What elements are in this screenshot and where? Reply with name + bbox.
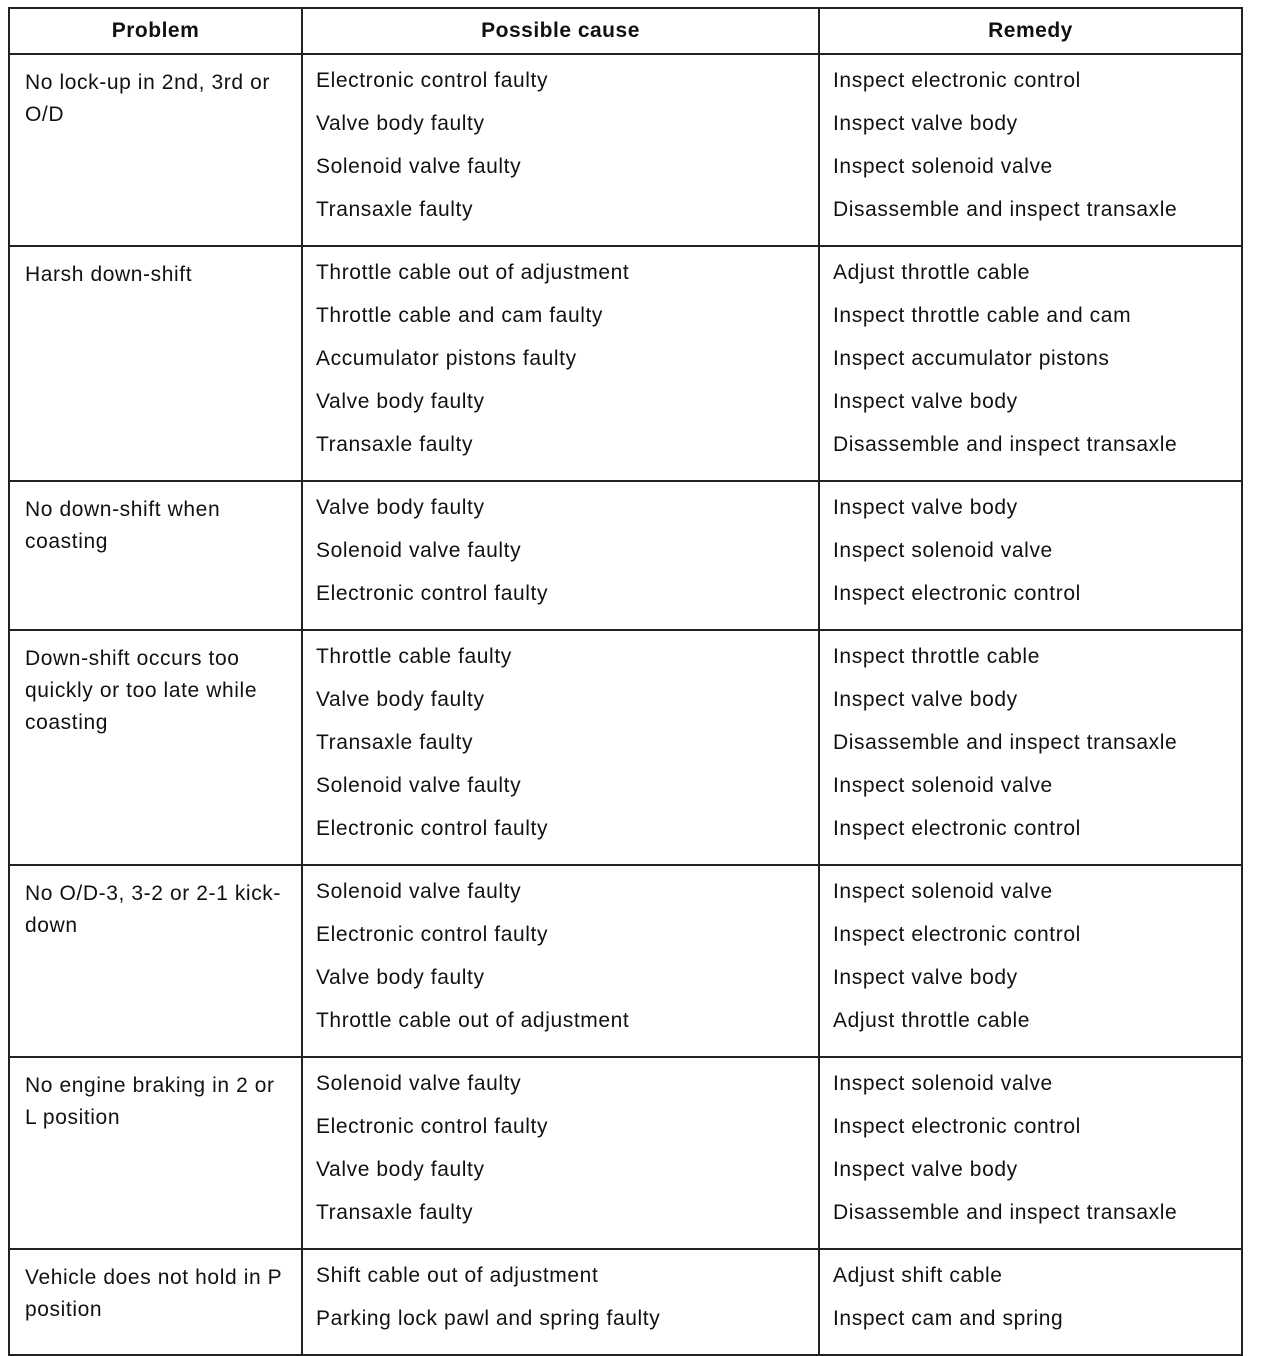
remedy-text: Inspect valve body xyxy=(833,390,1018,413)
remedy-text: Inspect electronic control xyxy=(833,817,1081,840)
cause-text: Solenoid valve faulty xyxy=(316,155,522,178)
table-body xyxy=(9,54,1242,1355)
cause-text: Solenoid valve faulty xyxy=(316,880,522,903)
remedy-text: Inspect valve body xyxy=(833,688,1018,711)
remedy-text: Inspect valve body xyxy=(833,1158,1018,1181)
cause-text: Electronic control faulty xyxy=(316,69,549,92)
problem-cell xyxy=(9,630,302,865)
problem-cell xyxy=(9,246,302,481)
remedy-text: Inspect electronic control xyxy=(833,69,1081,92)
cause-text: Throttle cable out of adjustment xyxy=(316,261,630,284)
remedy-text: Adjust shift cable xyxy=(833,1264,1003,1287)
cause-text: Valve body faulty xyxy=(316,496,485,519)
cause-text: Transaxle faulty xyxy=(316,198,474,221)
remedy-cell xyxy=(819,1249,1242,1355)
problem-cell xyxy=(9,54,302,246)
cause-text: Solenoid valve faulty xyxy=(316,774,522,797)
cause-cell xyxy=(302,481,819,630)
problem-text: Harsh down-shift xyxy=(25,263,193,286)
remedy-text: Disassemble and inspect transaxle xyxy=(833,198,1178,221)
problem-text: Down-shift occurs too quickly or too late while coasting xyxy=(25,647,258,734)
table-row xyxy=(9,54,1242,246)
cause-text: Valve body faulty xyxy=(316,112,485,135)
table-row xyxy=(9,1057,1242,1249)
troubleshooting-table xyxy=(8,7,1243,1356)
problem-cell xyxy=(9,1249,302,1355)
remedy-cell xyxy=(819,865,1242,1057)
remedy-text: Inspect electronic control xyxy=(833,1115,1081,1138)
problem-text: No engine braking in 2 or L position xyxy=(25,1074,275,1129)
table-row xyxy=(9,481,1242,630)
cause-text: Valve body faulty xyxy=(316,1158,485,1181)
header-problem: Problem xyxy=(9,8,302,54)
remedy-text: Inspect electronic control xyxy=(833,923,1081,946)
cause-cell xyxy=(302,1249,819,1355)
remedy-text: Inspect accumulator pistons xyxy=(833,347,1110,370)
cause-text: Throttle cable and cam faulty xyxy=(316,304,604,327)
remedy-cell xyxy=(819,630,1242,865)
cause-text: Transaxle faulty xyxy=(316,731,474,754)
remedy-text: Inspect electronic control xyxy=(833,582,1081,605)
cause-text: Valve body faulty xyxy=(316,966,485,989)
cause-text: Electronic control faulty xyxy=(316,1115,549,1138)
cause-text: Electronic control faulty xyxy=(316,923,549,946)
remedy-text: Adjust throttle cable xyxy=(833,261,1031,284)
remedy-cell xyxy=(819,54,1242,246)
remedy-text: Inspect valve body xyxy=(833,112,1018,135)
cause-text: Accumulator pistons faulty xyxy=(316,347,577,370)
problem-text: No down-shift when coasting xyxy=(25,498,221,553)
table-header-row xyxy=(9,8,1242,54)
table-row xyxy=(9,865,1242,1057)
cause-text: Solenoid valve faulty xyxy=(316,539,522,562)
table-row xyxy=(9,630,1242,865)
remedy-text: Inspect solenoid valve xyxy=(833,1072,1053,1095)
cause-text: Valve body faulty xyxy=(316,390,485,413)
remedy-text: Inspect valve body xyxy=(833,966,1018,989)
remedy-cell xyxy=(819,481,1242,630)
remedy-text: Inspect solenoid valve xyxy=(833,539,1053,562)
remedy-cell xyxy=(819,1057,1242,1249)
remedy-text: Inspect throttle cable xyxy=(833,645,1040,668)
remedy-text: Inspect solenoid valve xyxy=(833,880,1053,903)
cause-cell xyxy=(302,630,819,865)
problem-cell xyxy=(9,481,302,630)
remedy-text: Inspect solenoid valve xyxy=(833,774,1053,797)
cause-text: Electronic control faulty xyxy=(316,817,549,840)
cause-cell xyxy=(302,1057,819,1249)
cause-text: Throttle cable out of adjustment xyxy=(316,1009,630,1032)
cause-text: Throttle cable faulty xyxy=(316,645,512,668)
remedy-text: Inspect solenoid valve xyxy=(833,155,1053,178)
remedy-text: Inspect throttle cable and cam xyxy=(833,304,1132,327)
header-remedy: Remedy xyxy=(819,8,1242,54)
remedy-text: Inspect cam and spring xyxy=(833,1307,1064,1330)
problem-cell xyxy=(9,1057,302,1249)
remedy-text: Adjust throttle cable xyxy=(833,1009,1031,1032)
cause-cell xyxy=(302,246,819,481)
problem-text: Vehicle does not hold in P position xyxy=(25,1266,282,1321)
table-row xyxy=(9,246,1242,481)
table-row xyxy=(9,1249,1242,1355)
remedy-text: Disassemble and inspect transaxle xyxy=(833,433,1178,456)
header-possible-cause: Possible cause xyxy=(302,8,819,54)
cause-text: Electronic control faulty xyxy=(316,582,549,605)
remedy-text: Disassemble and inspect transaxle xyxy=(833,731,1178,754)
cause-text: Transaxle faulty xyxy=(316,433,474,456)
cause-cell xyxy=(302,54,819,246)
problem-text: No O/D-3, 3-2 or 2-1 kick-down xyxy=(25,882,281,937)
problem-cell xyxy=(9,865,302,1057)
remedy-text: Disassemble and inspect transaxle xyxy=(833,1201,1178,1224)
remedy-cell xyxy=(819,246,1242,481)
remedy-text: Inspect valve body xyxy=(833,496,1018,519)
cause-text: Solenoid valve faulty xyxy=(316,1072,522,1095)
problem-text: No lock-up in 2nd, 3rd or O/D xyxy=(25,71,270,126)
cause-text: Transaxle faulty xyxy=(316,1201,474,1224)
cause-text: Parking lock pawl and spring faulty xyxy=(316,1307,661,1330)
cause-text: Valve body faulty xyxy=(316,688,485,711)
cause-cell xyxy=(302,865,819,1057)
cause-text: Shift cable out of adjustment xyxy=(316,1264,599,1287)
